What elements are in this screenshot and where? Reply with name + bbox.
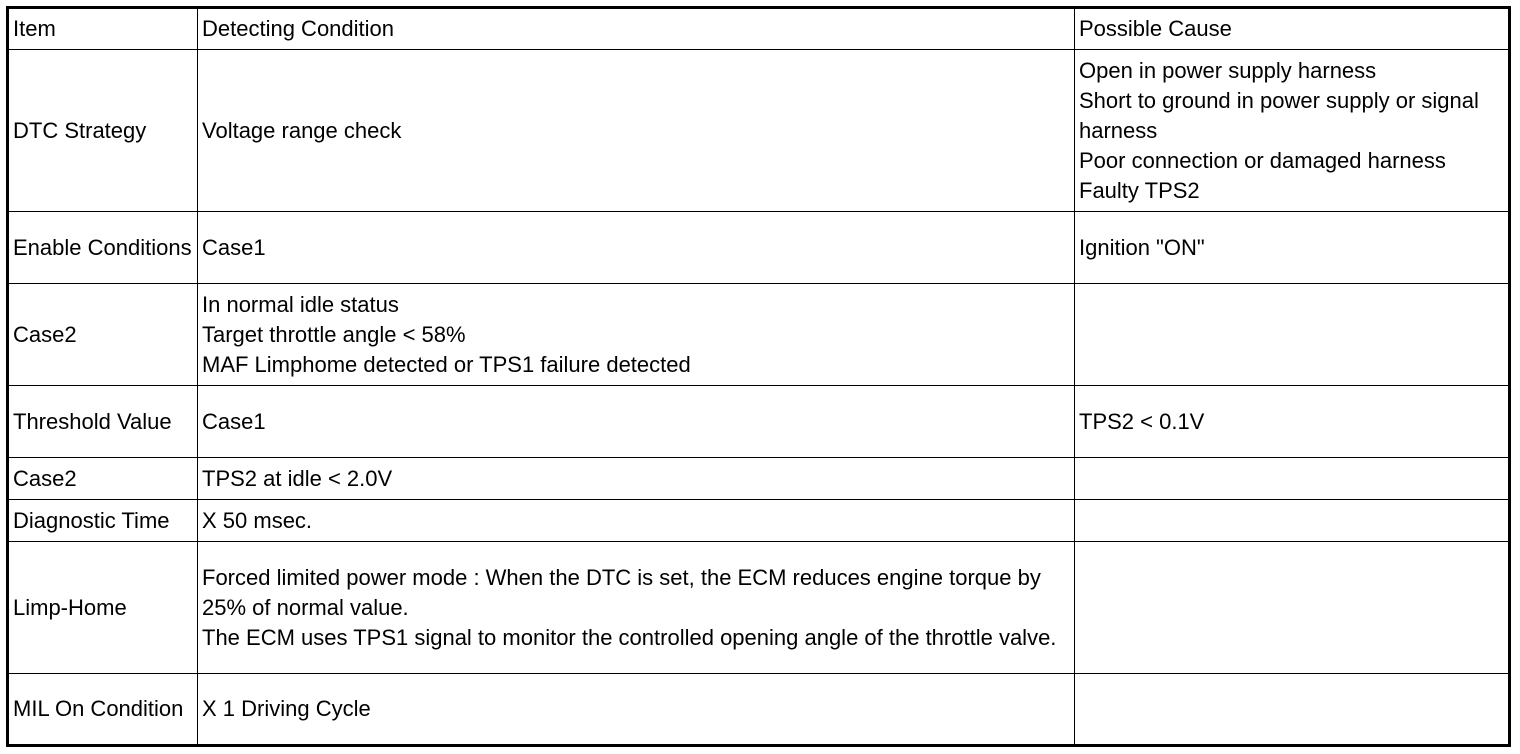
row-item: Limp-Home	[8, 542, 198, 674]
header-detecting-condition: Detecting Condition	[198, 8, 1075, 50]
table-row	[8, 386, 1510, 458]
row-condition: Case1	[198, 386, 1075, 458]
row-cause	[1075, 674, 1510, 746]
table-row	[8, 50, 1510, 212]
row-cause: Ignition "ON"	[1075, 212, 1510, 284]
row-cause	[1075, 458, 1510, 500]
table-row	[8, 212, 1510, 284]
row-item: Enable Conditions	[8, 212, 198, 284]
row-condition: TPS2 at idle < 2.0V	[198, 458, 1075, 500]
row-item: Case2	[8, 284, 198, 386]
row-item: Threshold Value	[8, 386, 198, 458]
row-condition: X 1 Driving Cycle	[198, 674, 1075, 746]
row-cause	[1075, 500, 1510, 542]
table-row	[8, 500, 1510, 542]
row-condition: Case1	[198, 212, 1075, 284]
row-cause	[1075, 284, 1510, 386]
row-item: DTC Strategy	[8, 50, 198, 212]
header-item: Item	[8, 8, 198, 50]
table-row	[8, 542, 1510, 674]
table-header-row	[8, 8, 1510, 50]
header-possible-cause: Possible Cause	[1075, 8, 1510, 50]
row-condition: Voltage range check	[198, 50, 1075, 212]
row-item: Diagnostic Time	[8, 500, 198, 542]
row-condition: Forced limited power mode : When the DTC is set, the ECM reduces engine torque by 25% of normal value. The ECM uses TPS1 signal to monitor the controlled opening angle of the throttle valve.	[198, 542, 1075, 674]
row-condition: X 50 msec.	[198, 500, 1075, 542]
row-cause	[1075, 542, 1510, 674]
dtc-table	[6, 6, 1511, 747]
dtc-table-container	[6, 6, 1511, 747]
table-row	[8, 674, 1510, 746]
row-item: Case2	[8, 458, 198, 500]
table-row	[8, 458, 1510, 500]
row-cause: Open in power supply harness Short to ground in power supply or signal harness Poor connection or damaged harness Faulty TPS2	[1075, 50, 1510, 212]
row-condition: In normal idle status Target throttle angle < 58% MAF Limphome detected or TPS1 failure detected	[198, 284, 1075, 386]
row-item: MIL On Condition	[8, 674, 198, 746]
row-cause: TPS2 < 0.1V	[1075, 386, 1510, 458]
table-row	[8, 284, 1510, 386]
